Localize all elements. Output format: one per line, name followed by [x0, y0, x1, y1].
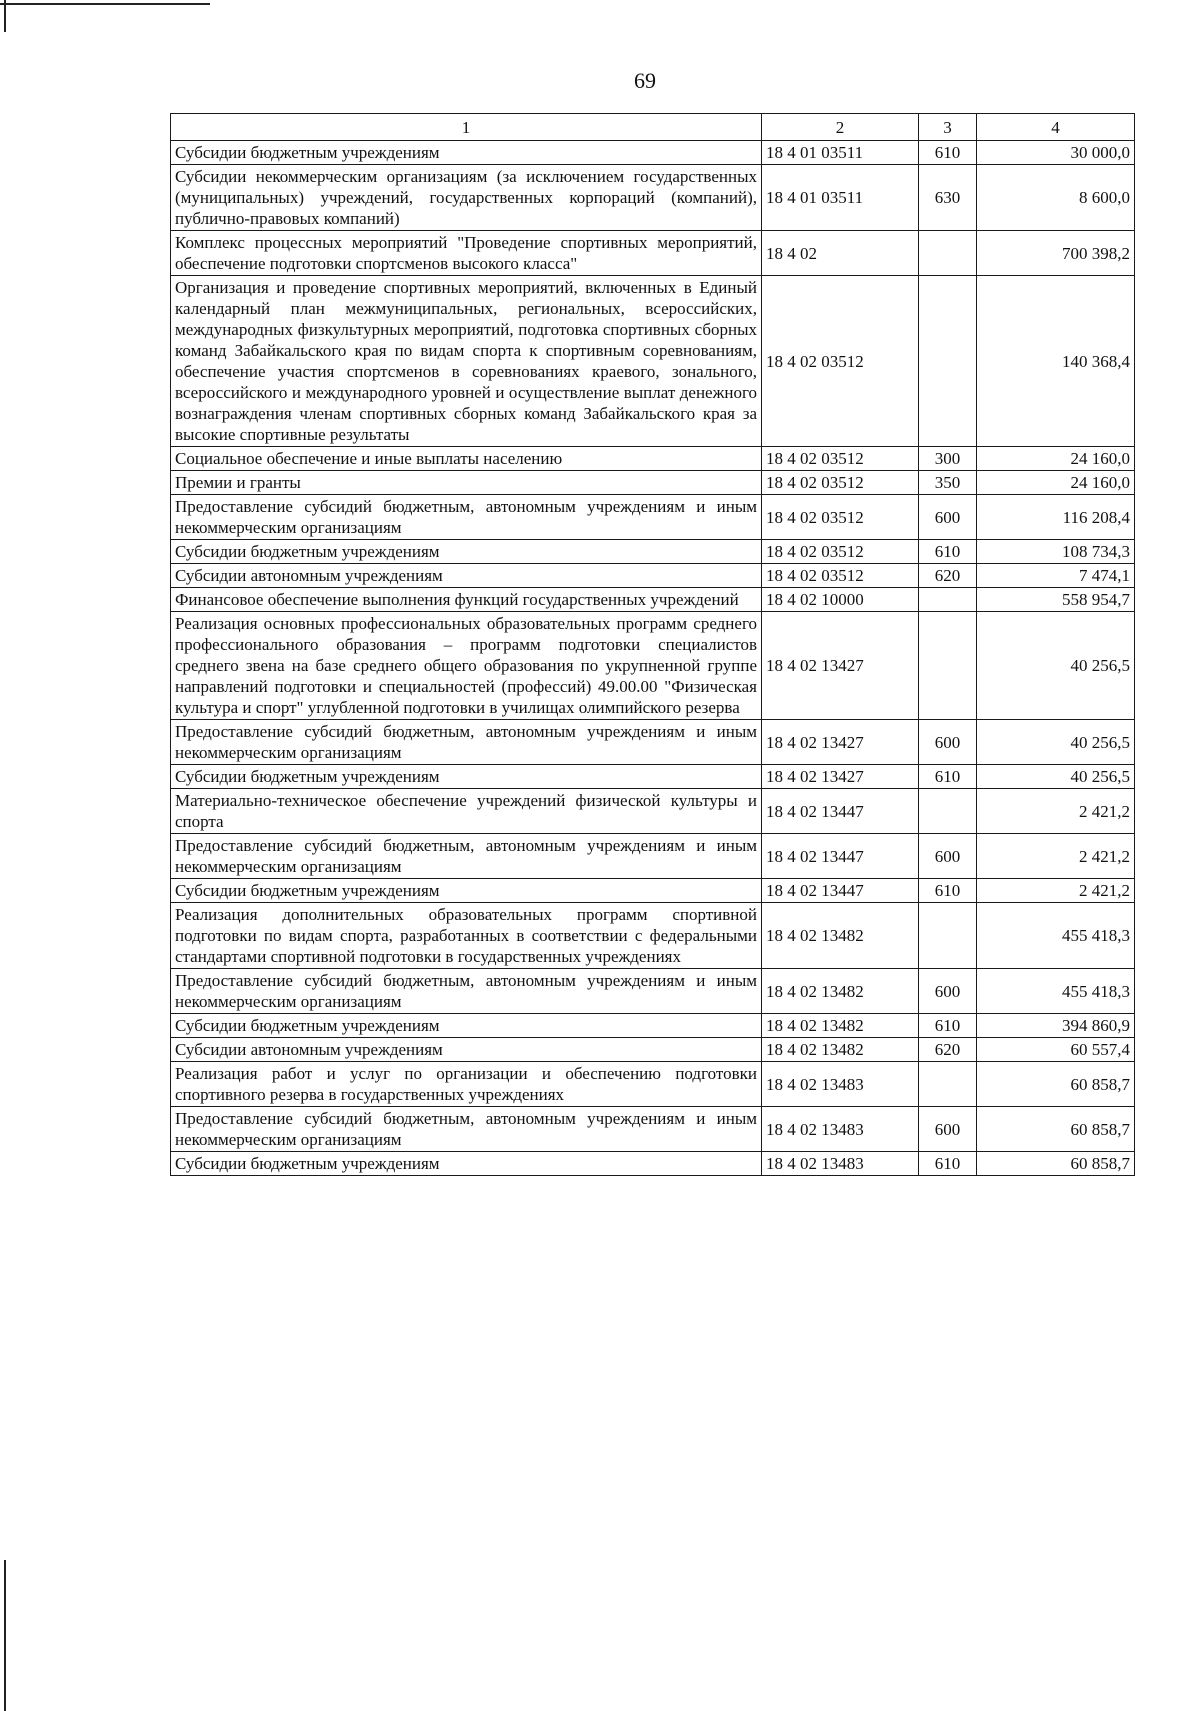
table-row [171, 612, 1135, 720]
row-type: 620 [919, 564, 977, 588]
row-amount: 116 208,4 [977, 495, 1135, 540]
row-code: 18 4 02 03512 [762, 447, 919, 471]
row-name: Премии и гранты [171, 471, 762, 495]
table-row [171, 903, 1135, 969]
page-number: 69 [634, 68, 656, 93]
row-code: 18 4 02 [762, 231, 919, 276]
row-type [919, 612, 977, 720]
table-row [171, 495, 1135, 540]
row-type: 620 [919, 1038, 977, 1062]
table-row [171, 969, 1135, 1014]
row-code: 18 4 02 13482 [762, 1014, 919, 1038]
row-type [919, 588, 977, 612]
row-code: 18 4 02 13483 [762, 1107, 919, 1152]
row-name: Субсидии автономным учреждениям [171, 1038, 762, 1062]
table-row [171, 564, 1135, 588]
row-type [919, 789, 977, 834]
row-amount: 60 858,7 [977, 1062, 1135, 1107]
row-name: Финансовое обеспечение выполнения функций государственных учреждений [171, 588, 762, 612]
column-header-1: 1 [171, 114, 762, 141]
row-name: Предоставление субсидий бюджетным, автономным учреждениям и иным некоммерческим организациям [171, 1107, 762, 1152]
row-amount: 455 418,3 [977, 969, 1135, 1014]
row-code: 18 4 02 10000 [762, 588, 919, 612]
row-amount: 60 858,7 [977, 1152, 1135, 1176]
row-name: Субсидии бюджетным учреждениям [171, 1152, 762, 1176]
row-amount: 40 256,5 [977, 720, 1135, 765]
row-amount: 108 734,3 [977, 540, 1135, 564]
row-name: Субсидии некоммерческим организациям (за исключением государственных (муниципальных) учреждений, государственных корпораций (компаний), публично-правовых компаний) [171, 165, 762, 231]
table-row [171, 165, 1135, 231]
row-code: 18 4 01 03511 [762, 165, 919, 231]
row-amount: 2 421,2 [977, 789, 1135, 834]
table-row [171, 1014, 1135, 1038]
row-name: Субсидии бюджетным учреждениям [171, 1014, 762, 1038]
row-amount: 394 860,9 [977, 1014, 1135, 1038]
table-row [171, 1152, 1135, 1176]
row-code: 18 4 01 03511 [762, 141, 919, 165]
row-type: 600 [919, 495, 977, 540]
row-name: Субсидии бюджетным учреждениям [171, 765, 762, 789]
row-amount: 558 954,7 [977, 588, 1135, 612]
row-code: 18 4 02 13447 [762, 834, 919, 879]
table-row [171, 789, 1135, 834]
row-type: 600 [919, 720, 977, 765]
row-name: Реализация работ и услуг по организации и обеспечению подготовки спортивного резерва в государственных учреждениях [171, 1062, 762, 1107]
row-amount: 60 557,4 [977, 1038, 1135, 1062]
table-row [171, 879, 1135, 903]
table-row [171, 1038, 1135, 1062]
row-name: Реализация основных профессиональных образовательных программ среднего профессионального образования – программ подготовки специалистов среднего звена на базе среднего общего образования по укрупненной группе направлений подготовки и специальностей (профессий) 49.00.00 "Физическая культура и спорт" углубленной подготовки в училищах олимпийского резерва [171, 612, 762, 720]
row-type: 610 [919, 540, 977, 564]
table-row [171, 720, 1135, 765]
row-name: Комплекс процессных мероприятий "Проведение спортивных мероприятий, обеспечение подготовки спортсменов высокого класса" [171, 231, 762, 276]
scan-edge-left [4, 0, 6, 32]
row-type [919, 231, 977, 276]
table-row [171, 276, 1135, 447]
row-amount: 40 256,5 [977, 765, 1135, 789]
row-amount: 24 160,0 [977, 471, 1135, 495]
table-row [171, 834, 1135, 879]
row-type: 610 [919, 1014, 977, 1038]
table-row [171, 141, 1135, 165]
column-header-2: 2 [762, 114, 919, 141]
row-name: Субсидии автономным учреждениям [171, 564, 762, 588]
row-code: 18 4 02 13427 [762, 765, 919, 789]
row-amount: 40 256,5 [977, 612, 1135, 720]
row-amount: 700 398,2 [977, 231, 1135, 276]
column-header-4: 4 [977, 114, 1135, 141]
row-name: Предоставление субсидий бюджетным, автономным учреждениям и иным некоммерческим организациям [171, 720, 762, 765]
row-code: 18 4 02 13427 [762, 612, 919, 720]
row-code: 18 4 02 03512 [762, 564, 919, 588]
row-code: 18 4 02 03512 [762, 276, 919, 447]
table-row [171, 540, 1135, 564]
row-amount: 30 000,0 [977, 141, 1135, 165]
row-amount: 2 421,2 [977, 834, 1135, 879]
row-code: 18 4 02 13482 [762, 903, 919, 969]
row-type: 300 [919, 447, 977, 471]
row-amount: 8 600,0 [977, 165, 1135, 231]
row-amount: 140 368,4 [977, 276, 1135, 447]
row-name: Предоставление субсидий бюджетным, автономным учреждениям и иным некоммерческим организациям [171, 495, 762, 540]
row-name: Предоставление субсидий бюджетным, автономным учреждениям и иным некоммерческим организациям [171, 969, 762, 1014]
row-code: 18 4 02 03512 [762, 540, 919, 564]
row-code: 18 4 02 13447 [762, 789, 919, 834]
row-name: Социальное обеспечение и иные выплаты населению [171, 447, 762, 471]
row-type [919, 276, 977, 447]
row-name: Материально-техническое обеспечение учреждений физической культуры и спорта [171, 789, 762, 834]
row-type: 600 [919, 1107, 977, 1152]
row-name: Реализация дополнительных образовательных программ спортивной подготовки по видам спорта, разработанных в соответствии с федеральными стандартами спортивной подготовки в государственных учреждениях [171, 903, 762, 969]
row-amount: 455 418,3 [977, 903, 1135, 969]
row-type: 630 [919, 165, 977, 231]
row-code: 18 4 02 13482 [762, 969, 919, 1014]
row-code: 18 4 02 03512 [762, 471, 919, 495]
row-code: 18 4 02 13447 [762, 879, 919, 903]
row-type: 610 [919, 141, 977, 165]
row-amount: 24 160,0 [977, 447, 1135, 471]
header-row [171, 114, 1135, 141]
table-row [171, 231, 1135, 276]
budget-table [170, 113, 1135, 1176]
row-type: 610 [919, 765, 977, 789]
row-type [919, 903, 977, 969]
table-row [171, 471, 1135, 495]
row-type [919, 1062, 977, 1107]
row-code: 18 4 02 13483 [762, 1152, 919, 1176]
row-name: Субсидии бюджетным учреждениям [171, 540, 762, 564]
row-type: 600 [919, 969, 977, 1014]
row-type: 610 [919, 1152, 977, 1176]
row-code: 18 4 02 03512 [762, 495, 919, 540]
scan-edge-left-lower [4, 1560, 6, 1711]
row-type: 610 [919, 879, 977, 903]
column-header-3: 3 [919, 114, 977, 141]
table-row [171, 588, 1135, 612]
table-row [171, 1062, 1135, 1107]
row-code: 18 4 02 13427 [762, 720, 919, 765]
row-type: 600 [919, 834, 977, 879]
row-name: Субсидии бюджетным учреждениям [171, 141, 762, 165]
row-code: 18 4 02 13483 [762, 1062, 919, 1107]
row-type: 350 [919, 471, 977, 495]
row-name: Субсидии бюджетным учреждениям [171, 879, 762, 903]
row-amount: 7 474,1 [977, 564, 1135, 588]
table-row [171, 447, 1135, 471]
row-amount: 2 421,2 [977, 879, 1135, 903]
row-name: Предоставление субсидий бюджетным, автономным учреждениям и иным некоммерческим организациям [171, 834, 762, 879]
row-amount: 60 858,7 [977, 1107, 1135, 1152]
scan-edge-top [0, 3, 210, 5]
table-row [171, 1107, 1135, 1152]
row-code: 18 4 02 13482 [762, 1038, 919, 1062]
table-row [171, 765, 1135, 789]
table-body [171, 141, 1135, 1176]
row-name: Организация и проведение спортивных мероприятий, включенных в Единый календарный план межмуниципальных, региональных, всероссийских, международных физкультурных мероприятий, подготовка спортивных сборных команд Забайкальского края по видам спорта к спортивным соревнованиям, обеспечение участия спортсменов в соревнованиях краевого, зонального, всероссийского и международного уровней и осуществление выплат денежного вознаграждения членам спортивных сборных команд Забайкальского края за высокие спортивные результаты [171, 276, 762, 447]
